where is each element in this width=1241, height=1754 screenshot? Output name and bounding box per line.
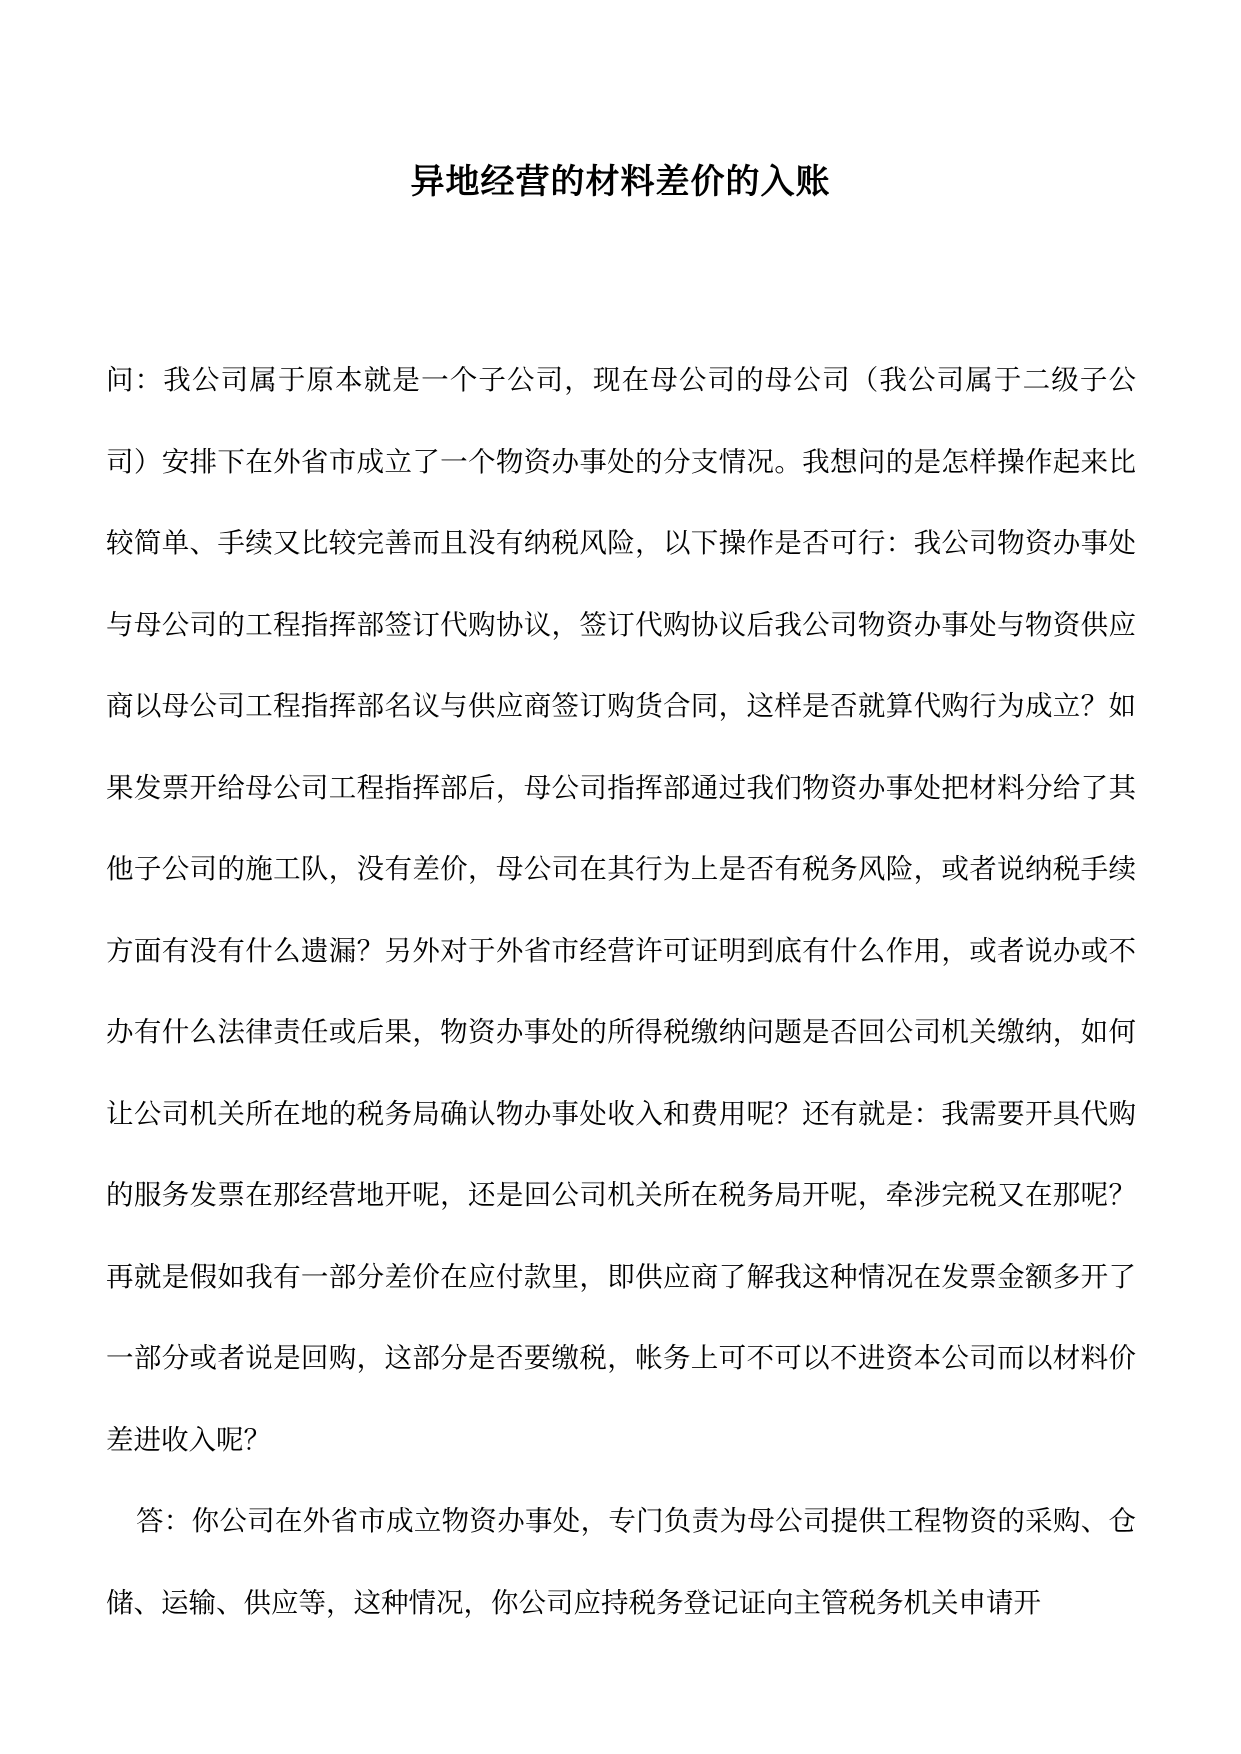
document-title: 异地经营的材料差价的入账 (410, 162, 831, 202)
answer-paragraph: 答：你公司在外省市成立物资办事处，专门负责为母公司提供工程物资的采购、仓储、运输、供应等，这种情况，你公司应持税务登记证向主管税务机关申请开 (106, 1505, 1136, 1619)
question-paragraph: 问：我公司属于原本就是一个子公司，现在母公司的母公司（我公司属于二级子公司）安排下在外省市成立了一个物资办事处的分支情况。我想问的是怎样操作起来比较简单、手续又比较完善而且没有纳税风险，以下操作是否可行：我公司物资办事处与母公司的工程指挥部签订代购协议，签订代购协议后我公司物资办事处与物资供应商以母公司工程指挥部名议与供应商签订购货合同，这样是否就算代购行为成立？如果发票开给母公司工程指挥部后，母公司指挥部通过我们物资办事处把材料分给了其他子公司的施工队，没有差价，母公司在其行为上是否有税务风险，或者说纳税手续方面有没有什么遗漏？另外对于外省市经营许可证明到底有什么作用，或者说办或不办有什么法律责任或后果，物资办事处的所得税缴纳问题是否回公司机关缴纳，如何让公司机关所在地的税务局确认物办事处收入和费用呢？还有就是：我需要开具代购的服务发票在那经营地开呢，还是回公司机关所在税务局开呢，牵涉完税又在那呢？再就是假如我有一部分差价在应付款里，即供应商了解我这种情况在发票金额多开了一部分或者说是回购，这部分是否要缴税，帐务上可不可以不进资本公司而以材料价差进收入呢？ (106, 364, 1136, 1456)
document-body (106, 340, 1136, 1644)
